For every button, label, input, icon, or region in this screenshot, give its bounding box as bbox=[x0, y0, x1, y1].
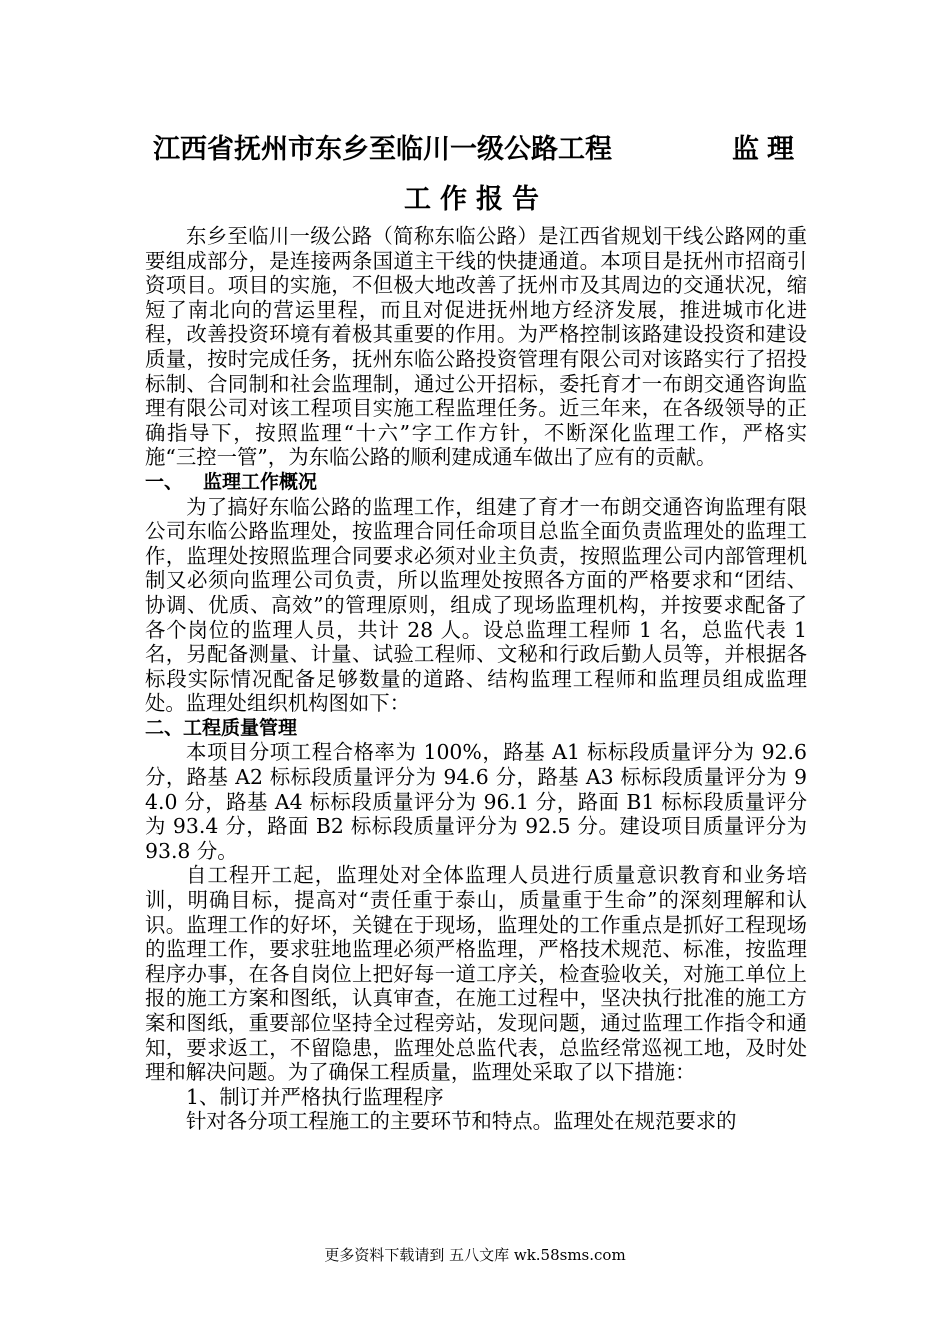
section2-item-1: 1、制订并严格执行监理程序 bbox=[186, 1084, 444, 1109]
section2-paragraph-measures: 自工程开工起，监理处对全体监理人员进行质量意识教育和业务培训，明确目标，提高对“责任重于泰山，质量重于生命”的深刻理解和认识。监理工作的好坏，关键在于现场，监理处的工作重点是抓好工程现场的监理工作，要求驻地监理必须严格监理，严格技术规范、标准，按监理程序办事，在各自岗位上把好每一道工序关，检查验收关，对施工单位上报的施工方案和图纸，认真审查，在施工过程中，坚决执行批准的施工方案和图纸，重要部位坚持全过程旁站，发现问题，通过监理工作指令和通知，要求返工，不留隐患，监理处总监代表，总监经常巡视工地，及时处理和解决问题。为了确保工程质量，监理处采取了以下措施： bbox=[145, 863, 807, 1085]
title-main: 江西省抚州市东乡至临川一级公路工程 bbox=[153, 134, 612, 165]
download-footer: 更多资料下载请到 五八文库 wk.58sms.com bbox=[324, 1246, 626, 1264]
intro-paragraph: 东乡至临川一级公路（简称东临公路）是江西省规划干线公路网的重要组成部分，是连接两条国道主干线的快捷通道。本项目是抚州市招商引资项目。项目的实施，不但极大地改善了抚州市及其周边的交通状况，缩短了南北向的营运里程，而且对促进抚州地方经济发展，推进城市化进程，改善投资环境有着极其重要的作用。为严格控制该路建设投资和建设质量，按时完成任务，抚州东临公路投资管理有限公司对该路实行了招投标制、合同制和社会监理制，通过公开招标，委托育才一布朗交通咨询监理有限公司对该工程项目实施工程监理任务。近三年来，在各级领导的正确指导下，按照监理“十六”字工作方针，不断深化监理工作，严格实施“三控一管”，为东临公路的顺利建成通车做出了应有的贡献。 bbox=[145, 224, 807, 470]
section1-title: 监理工作概况 bbox=[203, 470, 318, 493]
section2-paragraph-scores: 本项目分项工程合格率为 100%，路基 A1 标标段质量评分为 92.6 分，路基 A2 标标段质量评分为 94.6 分，路基 A3 标标段质量评分为 94.0 分，路基 A4 标标段质量评分为 96.1 分，路面 B1 标标段质量评分为 93.4 分，路面 B2 标标段质量评分为 92.5 分。建设项目质量评分为 93.8 分。 bbox=[145, 740, 807, 863]
section1-number: 一、 bbox=[145, 470, 184, 493]
section1-heading bbox=[145, 470, 807, 495]
section1-paragraph: 为了搞好东临公路的监理工作，组建了育才一布朗交通咨询监理有限公司东临公路监理处，按监理合同任命项目总监全面负责监理处的监理工作，监理处按照监理合同要求必须对业主负责，按照监理公司内部管理机制又必须向监理公司负责，所以监理处按照各方面的严格要求和“团结、协调、优质、高效”的管理原则，组成了现场监理机构，并按要求配备了各个岗位的监理人员，共计 28 人。设总监理工程师 1 名，总监代表 1 名，另配备测量、计量、试验工程师、文秘和行政后勤人员等，并根据各标段实际情况配备足够数量的道路、结构监理工程师和监理员组成监理处。监理处组织机构图如下： bbox=[145, 494, 807, 716]
document-page bbox=[145, 128, 807, 1134]
title-jianli: 监理 bbox=[732, 134, 802, 165]
section2-paragraph-procedure: 针对各分项工程施工的主要环节和特点。监理处在规范要求的 bbox=[186, 1109, 737, 1134]
document-subtitle: 工作报告 bbox=[404, 184, 548, 215]
section2-heading: 二、工程质量管理 bbox=[145, 716, 298, 739]
document-title bbox=[145, 128, 807, 172]
